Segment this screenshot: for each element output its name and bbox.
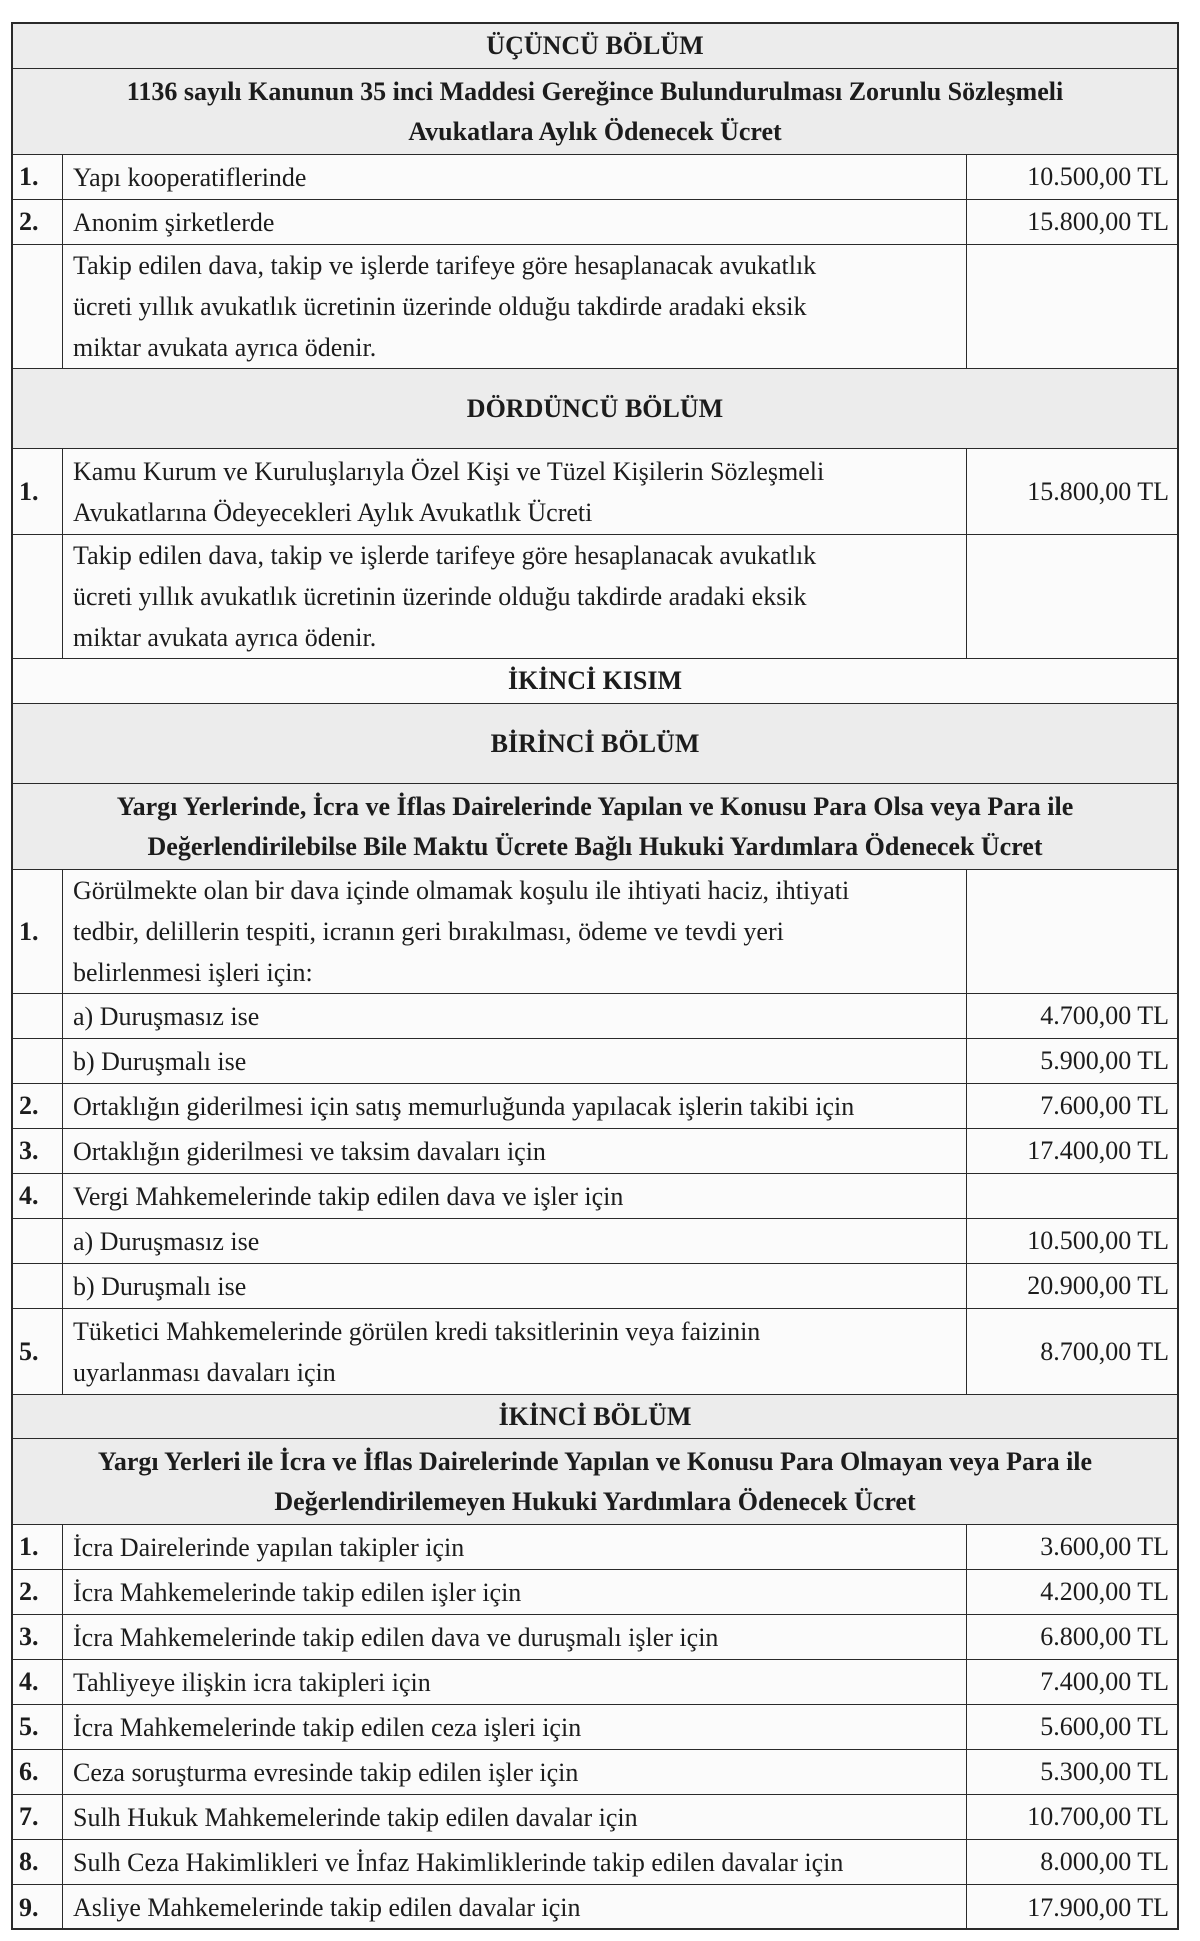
table-row bbox=[13, 1309, 1177, 1395]
note-line: ücreti yıllık avukatlık ücretinin üzerinde olduğu takdirde aradaki eksik bbox=[73, 292, 807, 321]
table-row bbox=[13, 1615, 1177, 1660]
table-row bbox=[13, 1750, 1177, 1795]
table-row bbox=[13, 1885, 1177, 1930]
row-number: 1. bbox=[13, 870, 63, 993]
row-amount: 4.200,00 TL bbox=[1040, 1577, 1169, 1606]
table-row bbox=[13, 200, 1177, 245]
row-description: İcra Mahkemelerinde takip edilen ceza işleri için bbox=[63, 1705, 967, 1749]
row-description: Sulh Ceza Hakimlikleri ve İnfaz Hakimliklerinde takip edilen davalar için bbox=[63, 1840, 967, 1884]
row-amount: 3.600,00 TL bbox=[1040, 1532, 1169, 1561]
row-number: 6. bbox=[13, 1750, 63, 1794]
table-row bbox=[13, 1039, 1177, 1084]
row-number-empty bbox=[13, 1039, 63, 1083]
row-description: Asliye Mahkemelerinde takip edilen davalar için bbox=[63, 1885, 967, 1930]
row-number: 5. bbox=[13, 1309, 63, 1394]
part-2-section-2-title-row bbox=[13, 1395, 1177, 1439]
row-number: 4. bbox=[13, 1660, 63, 1704]
row-amount: 5.900,00 TL bbox=[1040, 1046, 1169, 1075]
part-2-section-1-subtitle-line-2: Değerlendirilebilse Bile Maktu Ücrete Bağlı Hukuki Yardımlara Ödenecek Ücret bbox=[147, 831, 1043, 861]
row-amount: 15.800,00 TL bbox=[1027, 207, 1169, 236]
table-row bbox=[13, 1084, 1177, 1129]
row-number: 1. bbox=[13, 449, 63, 534]
section-3-subtitle-row bbox=[13, 69, 1177, 155]
desc-line: uyarlanması davaları için bbox=[73, 1357, 336, 1387]
table-row bbox=[13, 1174, 1177, 1219]
section-3-subtitle-line-1: 1136 sayılı Kanunun 35 inci Maddesi Gereğince Bulundurulması Zorunlu Sözleşmeli bbox=[126, 76, 1064, 106]
table-row bbox=[13, 870, 1177, 994]
part-2-section-1-title: BİRİNCİ BÖLÜM bbox=[490, 728, 700, 758]
row-description: b) Duruşmalı ise bbox=[63, 1264, 967, 1308]
row-number: 3. bbox=[13, 1129, 63, 1173]
row-number-empty bbox=[13, 535, 63, 658]
row-description bbox=[63, 1309, 967, 1394]
row-amount: 7.400,00 TL bbox=[1040, 1667, 1169, 1696]
section-3-subtitle-line-2: Avukatlara Aylık Ödenecek Ücret bbox=[408, 116, 782, 146]
table-row-note bbox=[13, 535, 1177, 659]
row-description: a) Duruşmasız ise bbox=[63, 1219, 967, 1263]
part-2-section-2-subtitle-row bbox=[13, 1439, 1177, 1525]
row-number: 4. bbox=[13, 1174, 63, 1218]
desc-line: Kamu Kurum ve Kuruluşlarıyla Özel Kişi ve Tüzel Kişilerin Sözleşmeli bbox=[73, 456, 825, 486]
table-row bbox=[13, 1219, 1177, 1264]
row-amount-empty bbox=[967, 1174, 1177, 1218]
note-line: miktar avukata ayrıca ödenir. bbox=[73, 623, 377, 652]
row-number-empty bbox=[13, 994, 63, 1038]
row-description bbox=[63, 449, 967, 534]
part-2-section-1-title-row bbox=[13, 704, 1177, 784]
table-row bbox=[13, 1795, 1177, 1840]
row-description: a) Duruşmasız ise bbox=[63, 994, 967, 1038]
table-row bbox=[13, 994, 1177, 1039]
row-description bbox=[63, 870, 967, 993]
desc-line: tedbir, delillerin tespiti, icranın geri bırakılması, ödeme ve tevdi yeri bbox=[73, 917, 784, 946]
row-description: Vergi Mahkemelerinde takip edilen dava ve işler için bbox=[63, 1174, 967, 1218]
row-number: 1. bbox=[13, 155, 63, 199]
table-row bbox=[13, 1129, 1177, 1174]
part-2-section-1-subtitle-row bbox=[13, 784, 1177, 870]
note-line: ücreti yıllık avukatlık ücretinin üzerinde olduğu takdirde aradaki eksik bbox=[73, 582, 807, 611]
row-amount: 4.700,00 TL bbox=[1040, 1001, 1169, 1030]
row-number-empty bbox=[13, 245, 63, 368]
desc-line: Tüketici Mahkemelerinde görülen kredi taksitlerinin veya faizinin bbox=[73, 1316, 761, 1346]
section-4-title: DÖRDÜNCÜ BÖLÜM bbox=[466, 393, 724, 423]
row-number: 8. bbox=[13, 1840, 63, 1884]
row-description: Sulh Hukuk Mahkemelerinde takip edilen davalar için bbox=[63, 1795, 967, 1839]
row-number: 2. bbox=[13, 200, 63, 244]
row-description: b) Duruşmalı ise bbox=[63, 1039, 967, 1083]
row-amount: 6.800,00 TL bbox=[1040, 1622, 1169, 1651]
row-number: 2. bbox=[13, 1084, 63, 1128]
table-row bbox=[13, 1570, 1177, 1615]
row-amount: 10.500,00 TL bbox=[1027, 1226, 1169, 1255]
row-amount: 8.000,00 TL bbox=[1040, 1847, 1169, 1876]
row-amount: 5.600,00 TL bbox=[1040, 1712, 1169, 1741]
note-line: Takip edilen dava, takip ve işlerde tarifeye göre hesaplanacak avukatlık bbox=[73, 541, 817, 570]
row-amount-empty bbox=[967, 535, 1177, 658]
part-2-section-2-subtitle-line-1: Yargı Yerleri ile İcra ve İflas Dairelerinde Yapılan ve Konusu Para Olmayan veya Para ile bbox=[97, 1446, 1093, 1476]
row-description: Ortaklığın giderilmesi ve taksim davaları için bbox=[63, 1129, 967, 1173]
table-row bbox=[13, 449, 1177, 535]
table-row bbox=[13, 1705, 1177, 1750]
row-number: 7. bbox=[13, 1795, 63, 1839]
table-row bbox=[13, 1264, 1177, 1309]
table-row bbox=[13, 1840, 1177, 1885]
row-amount: 10.700,00 TL bbox=[1027, 1802, 1169, 1831]
desc-line: Avukatlarına Ödeyecekleri Aylık Avukatlık Ücreti bbox=[73, 497, 593, 527]
section-4-title-row bbox=[13, 369, 1177, 449]
row-number: 2. bbox=[13, 1570, 63, 1614]
row-amount: 15.800,00 TL bbox=[1027, 476, 1169, 506]
row-amount: 10.500,00 TL bbox=[1027, 162, 1169, 191]
desc-line: belirlenmesi işleri için: bbox=[73, 958, 313, 987]
row-amount: 7.600,00 TL bbox=[1040, 1091, 1169, 1120]
note-line: miktar avukata ayrıca ödenir. bbox=[73, 333, 377, 362]
section-3-title-row bbox=[13, 24, 1177, 69]
section-3-title: ÜÇÜNCÜ BÖLÜM bbox=[486, 31, 704, 60]
row-description: Ceza soruşturma evresinde takip edilen işler için bbox=[63, 1750, 967, 1794]
row-description: Tahliyeye ilişkin icra takipleri için bbox=[63, 1660, 967, 1704]
part-2-title-row bbox=[13, 659, 1177, 704]
row-description: İcra Dairelerinde yapılan takipler için bbox=[63, 1525, 967, 1569]
row-note bbox=[63, 535, 967, 658]
row-description: İcra Mahkemelerinde takip edilen işler için bbox=[63, 1570, 967, 1614]
row-description: İcra Mahkemelerinde takip edilen dava ve duruşmalı işler için bbox=[63, 1615, 967, 1659]
row-amount: 20.900,00 TL bbox=[1027, 1271, 1169, 1300]
part-2-section-2-title: İKİNCİ BÖLÜM bbox=[498, 1401, 692, 1431]
note-line: Takip edilen dava, takip ve işlerde tarifeye göre hesaplanacak avukatlık bbox=[73, 251, 817, 280]
row-amount-empty bbox=[967, 870, 1177, 993]
fee-schedule-table bbox=[11, 22, 1179, 1930]
row-amount-empty bbox=[967, 245, 1177, 368]
row-note bbox=[63, 245, 967, 368]
row-amount: 8.700,00 TL bbox=[1040, 1336, 1169, 1366]
row-number: 1. bbox=[13, 1525, 63, 1569]
row-description: Ortaklığın giderilmesi için satış memurluğunda yapılacak işlerin takibi için bbox=[63, 1084, 967, 1128]
table-row bbox=[13, 155, 1177, 200]
part-2-title: İKİNCİ KISIM bbox=[507, 666, 683, 695]
row-number: 5. bbox=[13, 1705, 63, 1749]
row-number-empty bbox=[13, 1219, 63, 1263]
desc-line: Görülmekte olan bir dava içinde olmamak koşulu ile ihtiyati haciz, ihtiyati bbox=[73, 876, 850, 905]
table-row bbox=[13, 1525, 1177, 1570]
table-row-note bbox=[13, 245, 1177, 369]
row-number: 9. bbox=[13, 1885, 63, 1930]
part-2-section-1-subtitle-line-1: Yargı Yerlerinde, İcra ve İflas Dairelerinde Yapılan ve Konusu Para Olsa veya Para ile bbox=[116, 791, 1074, 821]
part-2-section-2-subtitle-line-2: Değerlendirilemeyen Hukuki Yardımlara Ödenecek Ücret bbox=[274, 1486, 916, 1516]
row-amount: 5.300,00 TL bbox=[1040, 1757, 1169, 1786]
row-description: Yapı kooperatiflerinde bbox=[63, 155, 967, 199]
row-description: Anonim şirketlerde bbox=[63, 200, 967, 244]
row-number-empty bbox=[13, 1264, 63, 1308]
row-amount: 17.400,00 TL bbox=[1027, 1136, 1169, 1165]
row-number: 3. bbox=[13, 1615, 63, 1659]
row-amount: 17.900,00 TL bbox=[1027, 1892, 1169, 1922]
table-row bbox=[13, 1660, 1177, 1705]
